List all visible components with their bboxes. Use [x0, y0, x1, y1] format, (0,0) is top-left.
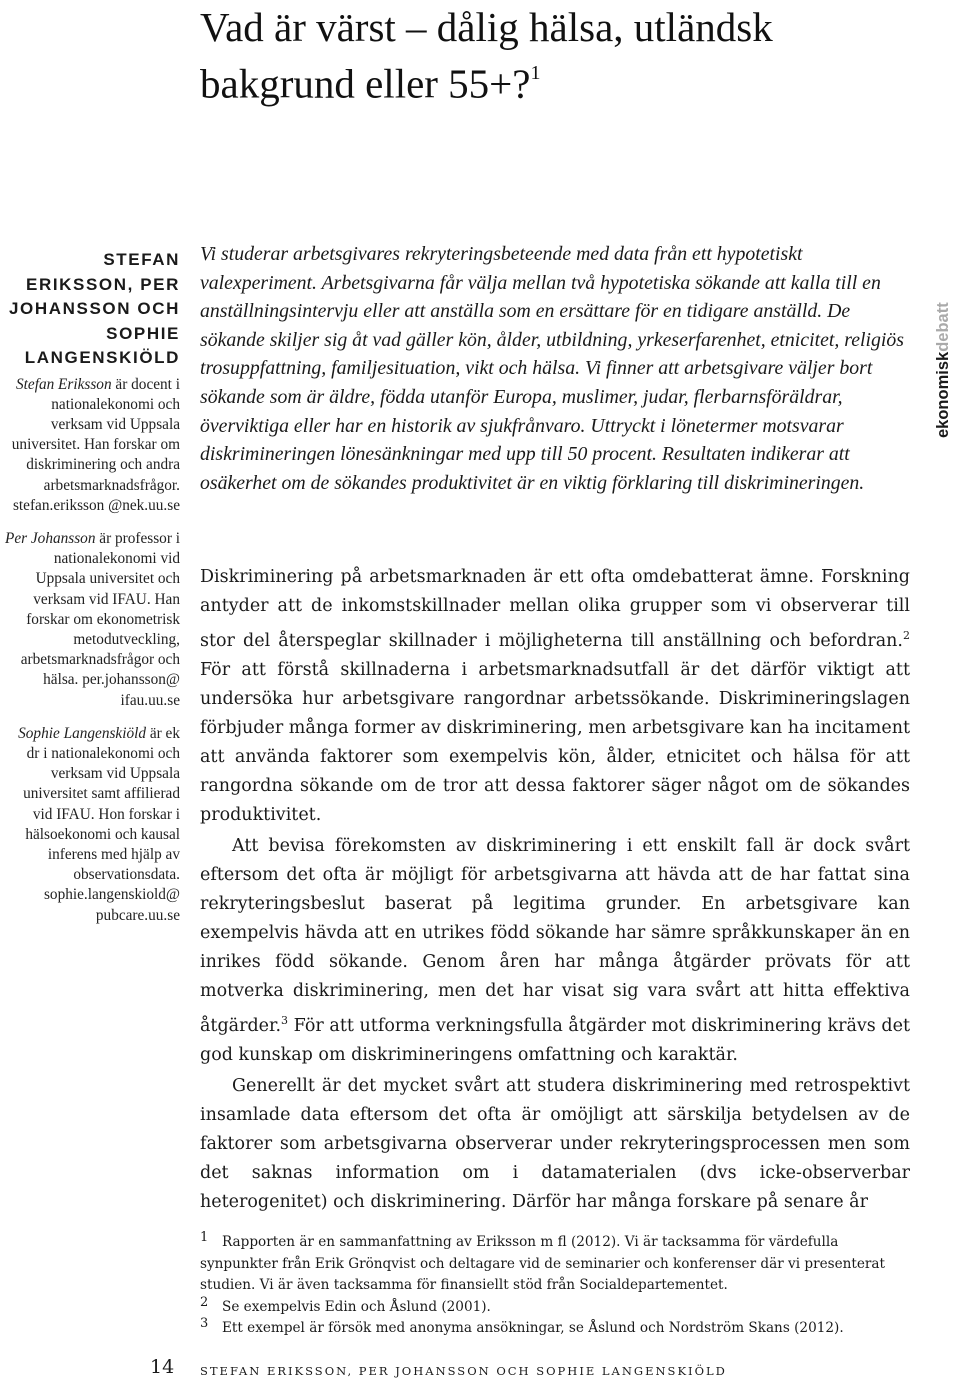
author-bio-text: är professor i nationalekonomi vid Uppsala universitet och verksam vid IFAU. Han forskar om ekonometrisk metodutveckling, arbetsmarknadsfrågor och hälsa. per.johansson@ ifau.uu.se: [20, 529, 180, 709]
footnote-number: 2: [200, 1294, 209, 1310]
author-name: Sophie Langenskiöld: [18, 724, 147, 742]
footnote-text: Rapporten är en sammanfattning av Eriksson m fl (2012). Vi är tacksamma för värdefulla synpunkter från Erik Grönqvist och deltagare vid de seminarier och konferenser där vi presenterat studien. Vi är även tacksamma för finansiellt stöd från Socialdepartementet.: [200, 1234, 885, 1294]
footnotes: [200, 1232, 910, 1340]
body-paragraph-2: [200, 832, 910, 1070]
footnote-number: 3: [200, 1316, 209, 1332]
footnote-number: 1: [200, 1230, 209, 1245]
author-name: Stefan Eriksson: [16, 375, 112, 393]
author-bio-langenskiold: [4, 724, 180, 926]
abstract: Vi studerar arbetsgivares rekryteringsbeteende med data från ett hypotetiskt valexperiment. Arbetsgivarna får välja mellan två hypotetiska sökande att kalla till en anställningsintervju eller att anställa som en ersättare för en tidigare anställd. De sökande skiljer sig åt vad gäller kön, ålder, utbildning, yrkeserfarenhet, etnicitet, religiös trosuppfattning, familjesituation, vikt och hälsa. Vi finner att arbetsgivare väljer bort sökande som är äldre, födda utanför Europa, muslimer, judar, flerbarnsföräldrar, överviktiga eller har en historik av sjukfrånvaro. Uttryckt i lönetermer motsvarar diskrimineringen lönesänkningar med upp till 50 procent. Resultaten indikerar att osäkerhet om de sökandes produktivitet är en viktig förklaring till diskrimineringen.: [200, 243, 904, 494]
running-footer: STEFAN ERIKSSON, PER JOHANSSON OCH SOPHIE LANGENSKIÖLD: [200, 1364, 727, 1378]
body-paragraph-1: [200, 563, 910, 830]
author-bio-text: är docent i nationalekonomi och verksam vid Uppsala universitet. Han forskar om diskriminering och andra arbetsmarknadsfrågor. stefan.eriksson @nek.uu.se: [11, 375, 180, 514]
title-footnote-ref[interactable]: 1: [530, 62, 541, 84]
body-text: Diskriminering på arbetsmarknaden är ett ofta omdebatterat ämne. Forskning antyder att de inkomstskillnader mellan olika grupper som vi observerar till stor del återspeglar skillnader i möjligheterna till anställning och befordran.: [200, 567, 910, 651]
journal-tag: [931, 248, 951, 438]
author-bio-text: är ek dr i nationalekonomi och verksam vid Uppsala universitet samt affilierad vid IFAU. Hon forskar i hälsoekonomi och kausal inferens med hjälp av observationsdata. sophie.langenskiold@ pubcare.uu.se: [23, 724, 180, 924]
footnote-1: [200, 1232, 910, 1297]
article-title: [200, 2, 920, 109]
page-number: 14: [150, 1356, 175, 1378]
journal-tag-part1: ekonomisk: [934, 351, 952, 438]
body-text: Att bevisa förekomsten av diskriminering i ett enskilt fall är dock svårt eftersom det ofta är möjligt för arbetsgivarna att hävda att de har fattat sina rekryteringsbeslut baserat på legitima grunder. En arbetsgivare kan exempelvis hävda att en utrikes född sökande har sämre språkkunskaper än en inrikes född sökande. Genom åren har många åtgärder prövats för att motverka diskriminering, men det har visat sig vara svårt att hitta effektiva åtgärder.: [200, 835, 910, 1036]
journal-tag-part2: debatt: [934, 302, 952, 352]
author-sidebar: [4, 248, 180, 939]
footnote-ref-2[interactable]: 2: [903, 629, 910, 642]
footnote-text: Ett exempel är försök med anonyma ansökningar, se Åslund och Nordström Skans (2012).: [222, 1320, 844, 1337]
footnote-2: [200, 1294, 910, 1319]
authors-heading: STEFAN ERIKSSON, PER JOHANSSON OCH SOPHIE LANGENSKIÖLD: [9, 250, 180, 367]
footnote-3: [200, 1318, 910, 1340]
footnote-text: Se exempelvis Edin och Åslund (2001).: [222, 1298, 491, 1315]
body-text: För att utforma verkningsfulla åtgärder mot diskriminering krävs det god kunskap om diskrimineringens omfattning och karaktär.: [200, 1015, 910, 1065]
article-body: [200, 563, 910, 1217]
author-bio-eriksson: [4, 375, 180, 516]
journal-tag-text: [933, 302, 953, 438]
body-paragraph-3: Generellt är det mycket svårt att studera diskriminering med retrospektivt insamlade data eftersom det ofta är omöjligt att särskilja betydelsen av de faktorer som arbetsgivarna observerar under rekryteringsprocessen men som det saknas information om i datamaterialen (dvs icke-observerbar heterogenitet) och diskriminering. Därför har många forskare på senare år: [200, 1075, 910, 1212]
author-name: Per Johansson: [4, 529, 96, 547]
body-text: För att förstå skillnaderna i arbetsmarknadsutfall är det därför viktigt att undersöka hur arbetsgivare rangordnar arbetssökande. Diskrimineringslagen förbjuder många former av diskriminering, men arbetsgivare kan ha incitament att använda faktorer som exempelvis kön, ålder, etnicitet och hälsa för att rangordna sökande om de tror att dessa faktorer säger något om de sökandes produktivitet.: [200, 659, 910, 825]
author-bio-johansson: [4, 529, 180, 711]
article-title-text: Vad är värst – dålig hälsa, utländsk bakgrund eller 55+?: [200, 4, 773, 107]
footnote-ref-3[interactable]: 3: [281, 1013, 289, 1027]
